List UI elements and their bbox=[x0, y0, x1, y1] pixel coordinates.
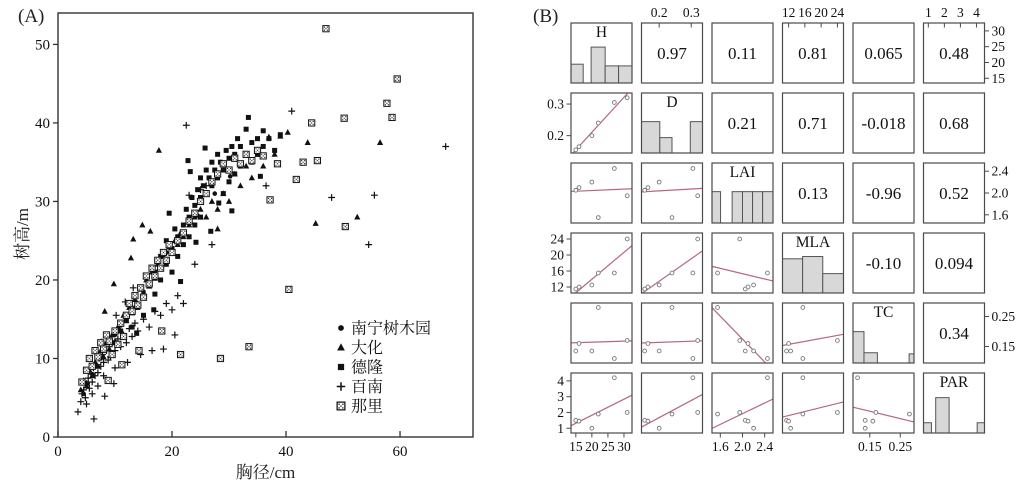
scatter-point bbox=[657, 180, 661, 184]
scatter-point bbox=[670, 412, 674, 416]
scatter-point bbox=[596, 121, 600, 125]
correlation-value: 0.81 bbox=[798, 44, 828, 63]
x-tick-label: 0 bbox=[54, 444, 62, 460]
correlation-value: 0.11 bbox=[727, 44, 758, 63]
matrix-cell-H-LAI bbox=[712, 23, 773, 83]
scatter-point bbox=[787, 342, 791, 346]
y-tick-label: 30 bbox=[35, 194, 50, 211]
scatter-point bbox=[612, 376, 616, 380]
histogram-bar bbox=[864, 353, 877, 363]
scatter-point bbox=[752, 426, 756, 430]
histogram-bar bbox=[763, 192, 773, 223]
right-tick-label: 2.0 bbox=[991, 185, 1009, 201]
scatter-point bbox=[801, 412, 805, 416]
variable-label: H bbox=[595, 24, 608, 41]
histogram-bar bbox=[924, 423, 932, 433]
right-tick-label: 2.4 bbox=[991, 163, 1009, 179]
right-tick-label: 0.15 bbox=[991, 339, 1016, 354]
scatter-point bbox=[646, 342, 650, 346]
scatter-point bbox=[696, 194, 700, 198]
panel-b-matrix bbox=[515, 0, 1029, 490]
scatter-point bbox=[801, 376, 805, 380]
scatter-point bbox=[612, 101, 616, 105]
scatter-point bbox=[612, 167, 616, 171]
scatter-point bbox=[743, 349, 747, 353]
histogram-bar bbox=[743, 192, 753, 223]
matrix-cell-TC-PAR bbox=[924, 303, 985, 363]
variable-label: TC bbox=[873, 304, 894, 321]
histogram-bar bbox=[823, 274, 844, 293]
y-tick-label: 0 bbox=[42, 430, 50, 446]
y-tick-label: 50 bbox=[35, 37, 50, 54]
correlation-value: 0.094 bbox=[934, 254, 974, 273]
fit-line bbox=[712, 266, 773, 281]
correlation-value: 0.68 bbox=[939, 114, 969, 133]
scatter-point bbox=[596, 412, 600, 416]
histogram-bar bbox=[977, 423, 984, 433]
scatter-point bbox=[738, 237, 742, 241]
matrix-cell-H-H bbox=[571, 23, 632, 83]
scatter-point bbox=[691, 357, 695, 361]
bottom-tick-label: 15 bbox=[569, 439, 583, 454]
bottom-tick-label: 2.4 bbox=[756, 439, 774, 454]
left-tick-label: 4 bbox=[557, 373, 564, 389]
fit-line bbox=[642, 188, 703, 191]
histogram-bar bbox=[619, 66, 632, 83]
matrix-cell-TC-LAI bbox=[712, 303, 773, 363]
matrix-cell-D-D bbox=[642, 93, 703, 153]
y-tick-label: 10 bbox=[35, 351, 50, 368]
matrix-cell-PAR-H bbox=[571, 373, 632, 433]
scatter-point bbox=[670, 306, 674, 310]
panel-b-label: (B) bbox=[533, 6, 559, 27]
matrix-cell-LAI-H bbox=[571, 163, 632, 223]
histogram-bar bbox=[591, 47, 605, 83]
fit-line bbox=[783, 402, 844, 417]
scatter-point bbox=[785, 349, 789, 353]
scatter-point bbox=[856, 376, 860, 380]
fit-line bbox=[712, 308, 766, 363]
scatter-point bbox=[766, 271, 770, 275]
fit-line bbox=[575, 246, 632, 293]
legend bbox=[337, 320, 431, 416]
scatter-point bbox=[596, 306, 600, 310]
fit-line bbox=[642, 394, 703, 427]
matrix-cell-PAR-TC bbox=[853, 373, 914, 433]
matrix-cell-LAI-D bbox=[642, 163, 703, 223]
scatter-point bbox=[836, 411, 840, 415]
scatter-point bbox=[625, 237, 629, 241]
top-tick-label: 24 bbox=[830, 5, 845, 20]
scatter-point bbox=[590, 180, 594, 184]
correlation-value: 0.48 bbox=[939, 44, 969, 63]
axes bbox=[35, 13, 473, 460]
scatter-point bbox=[657, 349, 661, 353]
top-tick-label: 20 bbox=[814, 5, 828, 20]
fit-line bbox=[853, 407, 914, 422]
right-tick-label: 25 bbox=[991, 39, 1005, 55]
scatter-point bbox=[836, 339, 840, 343]
legend-label: 德隆 bbox=[351, 359, 384, 377]
panel-b bbox=[515, 0, 1029, 490]
matrix-cell-LAI-MLA bbox=[783, 163, 844, 223]
legend-label: 大化 bbox=[351, 340, 384, 357]
scatter-point bbox=[646, 419, 650, 423]
scatter-point bbox=[590, 349, 594, 353]
bottom-tick-label: 25 bbox=[601, 439, 615, 454]
scatter-point bbox=[646, 186, 650, 190]
scatter-point bbox=[643, 349, 647, 353]
bottom-tick-label: 1.6 bbox=[711, 439, 729, 454]
scatter-point bbox=[789, 349, 793, 353]
top-tick-label: 3 bbox=[957, 5, 964, 20]
panel-a-y-axis-label: 树高/m bbox=[13, 208, 32, 260]
correlation-value: 0.065 bbox=[864, 44, 903, 63]
top-tick-label: 16 bbox=[798, 5, 812, 20]
legend-item bbox=[338, 320, 431, 338]
matrix-cell-LAI-LAI bbox=[712, 163, 773, 223]
histogram-bar bbox=[571, 64, 583, 83]
histogram-bar bbox=[690, 122, 702, 153]
scatter-point bbox=[716, 271, 720, 275]
matrix-cell-TC-H bbox=[571, 303, 632, 363]
legend-item bbox=[337, 398, 383, 416]
bottom-tick-label: 30 bbox=[617, 439, 631, 454]
y-tick-label: 20 bbox=[35, 272, 50, 289]
matrix-cell-H-TC bbox=[853, 23, 914, 83]
left-tick-label: 24 bbox=[550, 231, 564, 247]
correlation-value: -0.018 bbox=[861, 114, 906, 133]
left-tick-label: 0.3 bbox=[547, 96, 564, 112]
left-tick-label: 1 bbox=[557, 420, 564, 436]
top-tick-label: 2 bbox=[940, 5, 948, 20]
histogram-bar bbox=[753, 192, 763, 223]
top-tick-label: 0.3 bbox=[682, 5, 700, 20]
top-tick-label: 0.2 bbox=[650, 5, 668, 20]
left-tick-label: 20 bbox=[550, 247, 564, 263]
matrix-cell-TC-TC bbox=[853, 303, 914, 363]
scatter-point bbox=[863, 426, 867, 430]
variable-label: MLA bbox=[795, 234, 831, 251]
scatter-point bbox=[590, 283, 594, 287]
fit-line bbox=[712, 399, 773, 428]
histogram-bar bbox=[732, 192, 742, 223]
variable-label: PAR bbox=[939, 374, 969, 391]
variable-label: LAI bbox=[729, 164, 756, 181]
matrix-cell-LAI-PAR bbox=[924, 163, 985, 223]
scatter-point bbox=[716, 306, 720, 310]
histogram-bar bbox=[605, 66, 618, 83]
scatter-point bbox=[574, 148, 578, 152]
panel-a-label: (A) bbox=[18, 6, 45, 27]
scatter-point bbox=[874, 411, 878, 415]
legend-label: 百南 bbox=[351, 379, 384, 396]
histogram-bar bbox=[936, 398, 949, 433]
scatter-point bbox=[590, 426, 594, 430]
correlation-value: 0.71 bbox=[798, 114, 828, 133]
scatter-point bbox=[596, 271, 600, 275]
scatter-point bbox=[746, 342, 750, 346]
y-tick-label: 40 bbox=[35, 115, 50, 132]
scatter-point bbox=[746, 285, 750, 289]
correlation-value: 0.97 bbox=[657, 44, 687, 63]
scatter-point bbox=[670, 271, 674, 275]
scatter-point bbox=[696, 339, 700, 343]
correlation-value: 0.21 bbox=[727, 114, 758, 133]
bottom-tick-label: 0.15 bbox=[857, 439, 882, 454]
right-tick-label: 1.6 bbox=[991, 207, 1009, 223]
scatter-point bbox=[596, 216, 600, 220]
matrix-cell-H-D bbox=[642, 23, 703, 83]
scatter-point bbox=[696, 237, 700, 241]
matrix-cell-LAI-TC bbox=[853, 163, 914, 223]
matrix-cell-PAR-PAR bbox=[924, 373, 985, 433]
correlation-value: -0.96 bbox=[865, 184, 902, 203]
scatter-point bbox=[577, 419, 581, 423]
bottom-tick-label: 2.0 bbox=[734, 439, 751, 454]
matrix-cell-MLA-PAR bbox=[924, 233, 985, 293]
scatter-point bbox=[801, 357, 805, 361]
right-tick-label: 20 bbox=[991, 54, 1005, 70]
scatter-point bbox=[657, 426, 661, 430]
left-tick-label: 12 bbox=[550, 279, 564, 295]
scatter-point bbox=[574, 349, 578, 353]
scatter-point bbox=[612, 357, 616, 361]
legend-label: 南宁树木园 bbox=[351, 320, 432, 338]
scatter-point bbox=[691, 167, 695, 171]
scatter-point bbox=[752, 283, 756, 287]
scatter-point bbox=[577, 186, 581, 190]
plot-area bbox=[75, 26, 449, 423]
matrix-cell-D-TC bbox=[853, 93, 914, 153]
scatter-point bbox=[766, 376, 770, 380]
scatter-point bbox=[871, 419, 875, 423]
scatter-point bbox=[801, 306, 805, 310]
scatter-point bbox=[691, 376, 695, 380]
right-tick-label: 15 bbox=[991, 70, 1005, 86]
histogram-bar bbox=[660, 138, 672, 153]
scatter-point bbox=[787, 419, 791, 423]
variable-label: D bbox=[666, 94, 678, 111]
left-tick-label: 2 bbox=[557, 404, 564, 420]
scatter-point bbox=[908, 412, 912, 416]
top-tick-label: 12 bbox=[781, 5, 796, 20]
legend-item bbox=[338, 359, 383, 377]
correlation-value: 0.13 bbox=[798, 184, 828, 203]
correlation-value: -0.10 bbox=[865, 254, 902, 273]
scatter-point bbox=[863, 418, 867, 422]
scatter-point bbox=[612, 271, 616, 275]
left-tick-label: 16 bbox=[550, 263, 564, 279]
scatter-point bbox=[738, 411, 742, 415]
legend-item bbox=[337, 339, 383, 357]
scatter-point bbox=[696, 411, 700, 415]
x-tick-label: 40 bbox=[278, 444, 294, 460]
histogram-bar bbox=[803, 257, 823, 293]
scatter-point bbox=[590, 134, 594, 138]
scatter-point bbox=[789, 426, 793, 430]
matrix-cell-D-PAR bbox=[924, 93, 985, 153]
matrix-cell-MLA-LAI bbox=[712, 233, 773, 293]
matrix-cell-MLA-MLA bbox=[783, 233, 844, 293]
scatter-point bbox=[625, 96, 629, 100]
correlation-value: 0.34 bbox=[939, 324, 969, 343]
scatter-point bbox=[670, 216, 674, 220]
legend-label: 那里 bbox=[351, 398, 384, 416]
histogram-bar bbox=[783, 259, 803, 293]
matrix-cell-MLA-H bbox=[571, 233, 632, 293]
bottom-tick-label: 20 bbox=[585, 439, 599, 454]
histogram-bar bbox=[853, 332, 864, 363]
matrix-cell-D-LAI bbox=[712, 93, 773, 153]
x-tick-label: 20 bbox=[164, 444, 180, 460]
matrix-cell-H-MLA bbox=[783, 23, 844, 83]
matrix-cell-MLA-TC bbox=[853, 233, 914, 293]
histogram-bar bbox=[909, 354, 914, 363]
left-tick-label: 3 bbox=[557, 389, 564, 405]
scatter-point bbox=[766, 357, 770, 361]
scatter-point bbox=[577, 285, 581, 289]
scatter-point bbox=[716, 412, 720, 416]
right-tick-label: 0.25 bbox=[991, 309, 1016, 324]
scatter-point bbox=[625, 339, 629, 343]
top-tick-label: 1 bbox=[924, 5, 932, 20]
matrix-cell-D-MLA bbox=[783, 93, 844, 153]
matrix-cell-MLA-D bbox=[642, 233, 703, 293]
scatter-point bbox=[657, 283, 661, 287]
bottom-tick-label: 0.25 bbox=[888, 439, 913, 454]
matrix-cell-TC-D bbox=[642, 303, 703, 363]
histogram-bar bbox=[712, 192, 721, 223]
scatter-point bbox=[691, 271, 695, 275]
fit-line bbox=[642, 341, 703, 343]
right-tick-label: 30 bbox=[991, 23, 1005, 39]
correlation-value: 0.52 bbox=[939, 184, 969, 203]
matrix-cell-PAR-MLA bbox=[783, 373, 844, 433]
matrix-cell-TC-MLA bbox=[783, 303, 844, 363]
matrix-cell-PAR-D bbox=[642, 373, 703, 433]
scatter-point bbox=[577, 342, 581, 346]
matrix-cell-D-H bbox=[571, 93, 632, 153]
panel-a-x-axis-label: 胸径/cm bbox=[235, 463, 296, 482]
scatter-point bbox=[625, 194, 629, 198]
scatter-point bbox=[746, 419, 750, 423]
scatter-point bbox=[752, 349, 756, 353]
left-tick-label: 0.2 bbox=[547, 128, 564, 144]
matrix-cell-H-PAR bbox=[924, 23, 985, 83]
scatter-point bbox=[577, 145, 581, 149]
scatter-point bbox=[625, 411, 629, 415]
matrix-cell-PAR-LAI bbox=[712, 373, 773, 433]
histogram-bar bbox=[642, 122, 660, 153]
legend-item bbox=[337, 378, 383, 396]
fit-line bbox=[783, 334, 844, 345]
x-tick-label: 60 bbox=[392, 444, 408, 460]
scatter-point bbox=[738, 339, 742, 343]
top-tick-label: 4 bbox=[973, 5, 980, 20]
scatter-point bbox=[646, 285, 650, 289]
